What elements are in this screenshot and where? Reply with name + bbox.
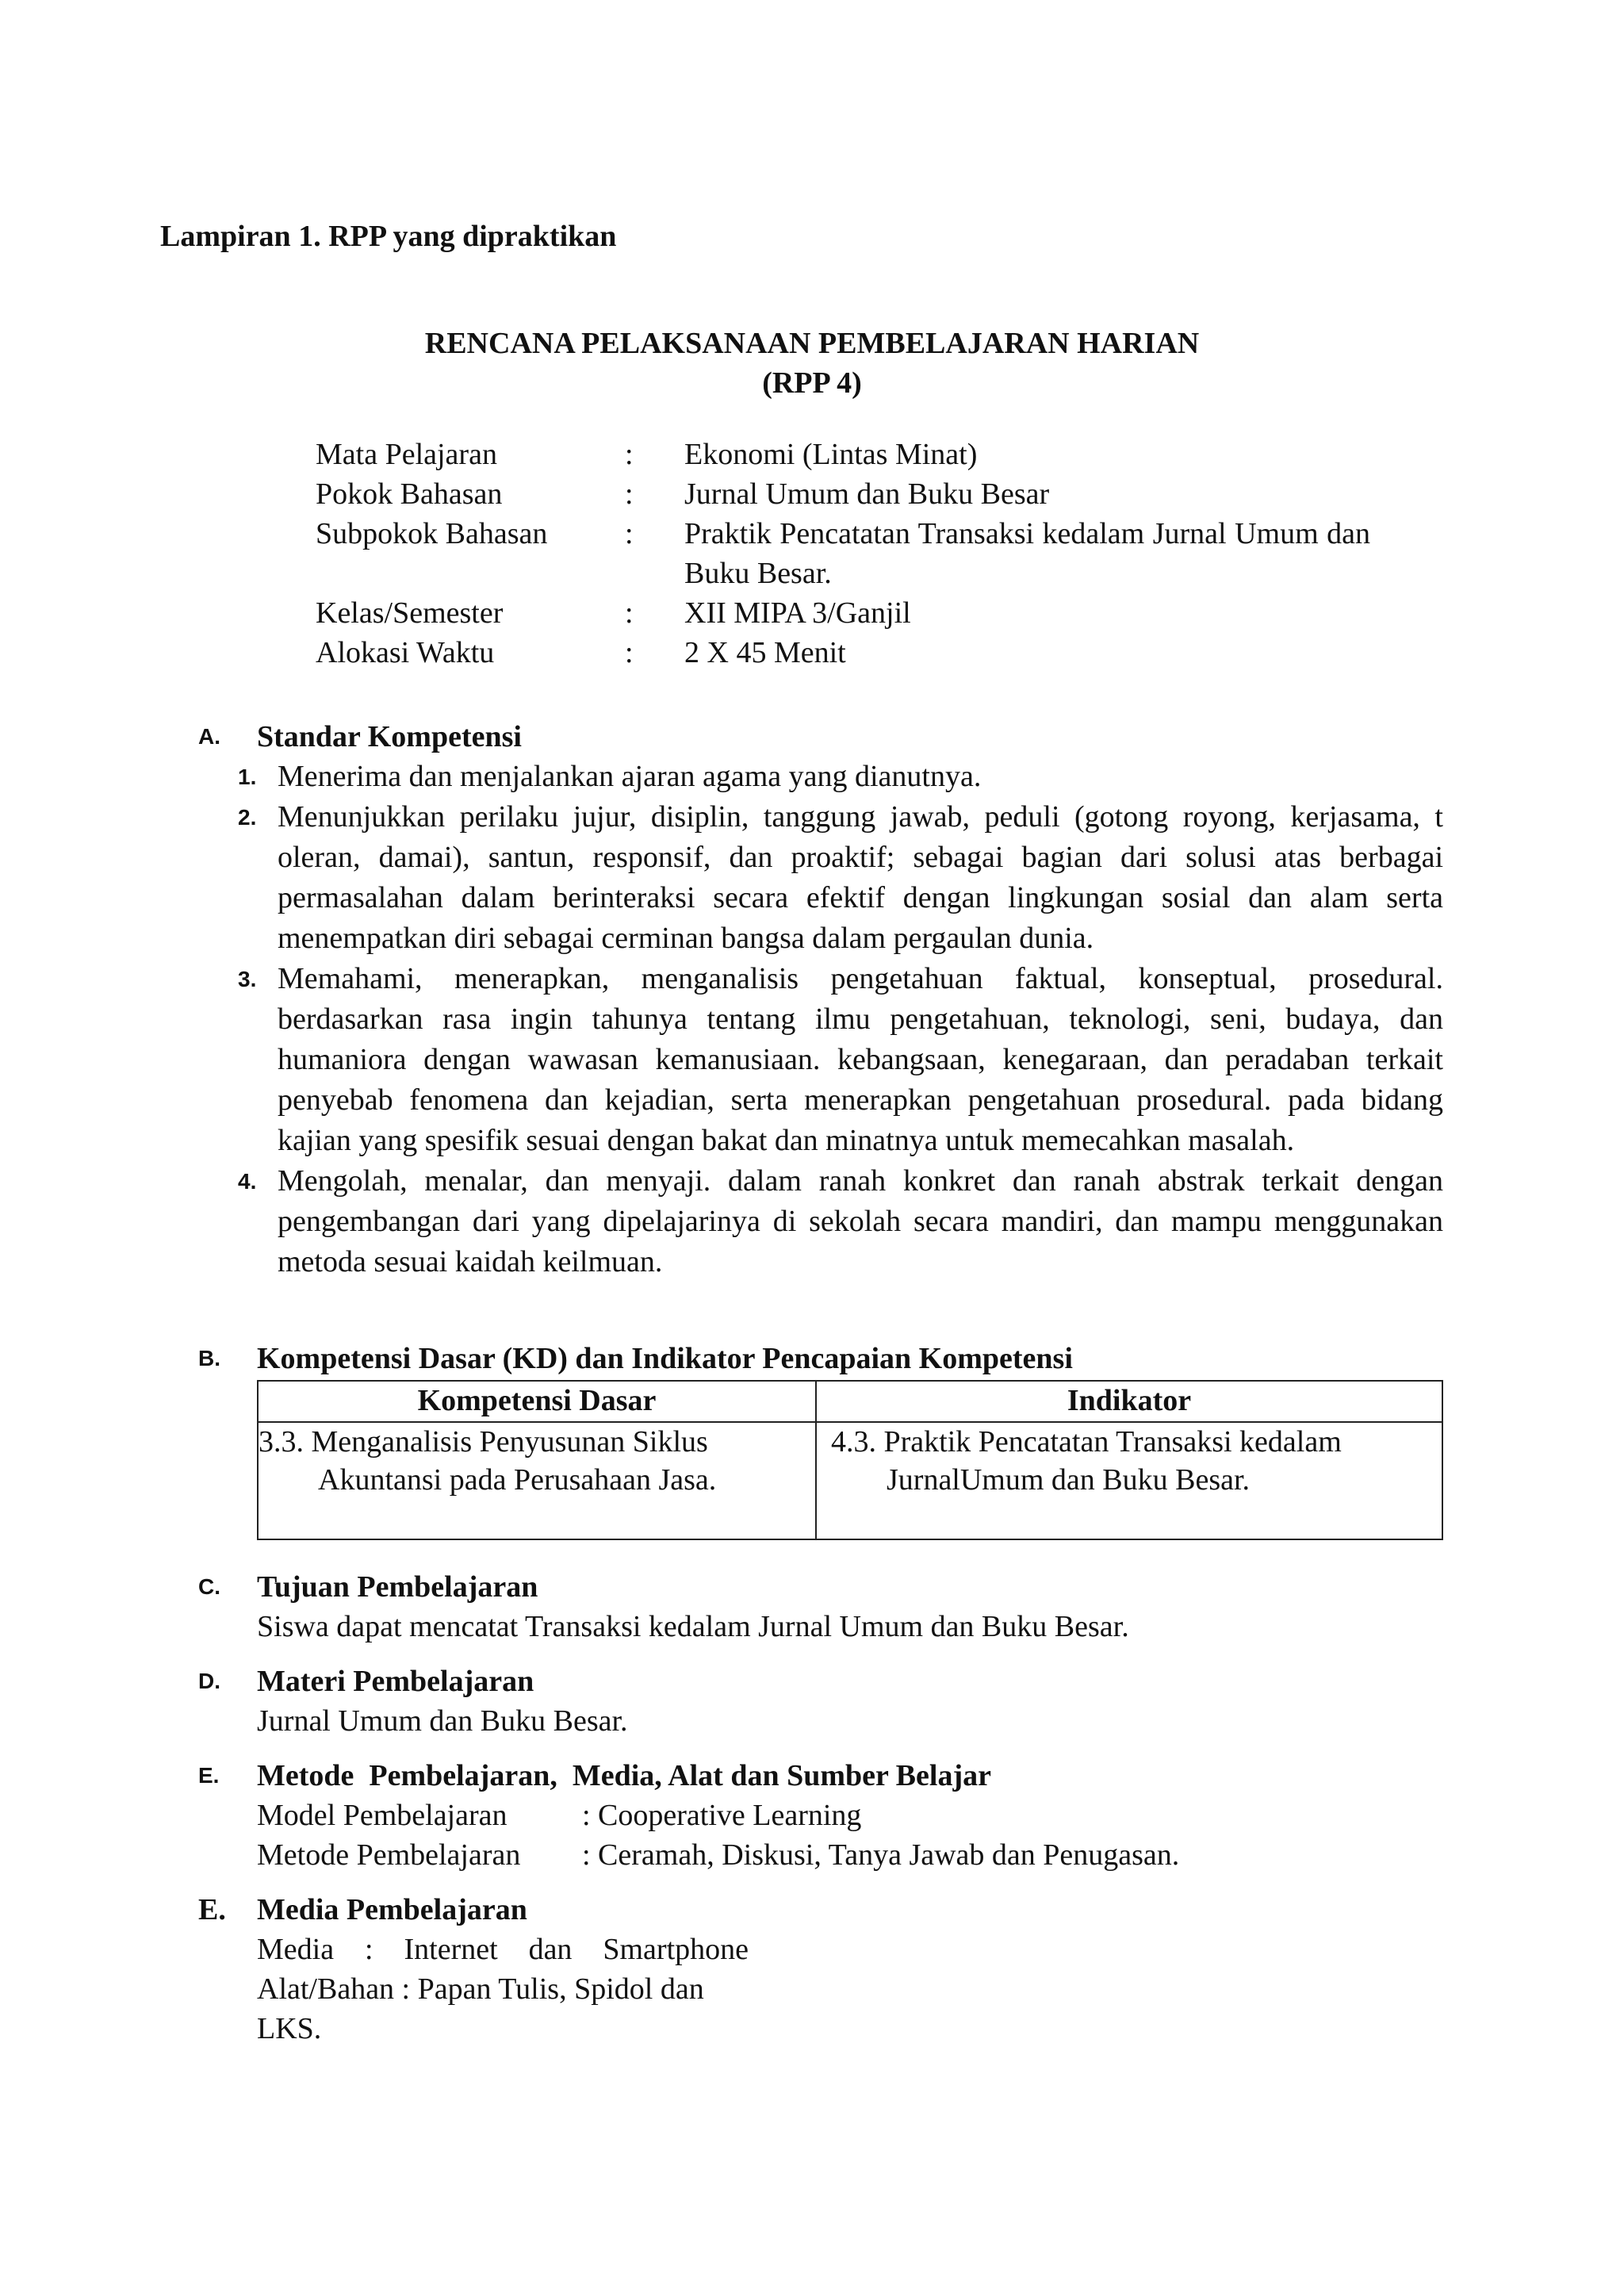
section-letter: B.	[198, 1346, 220, 1370]
info-value: Jurnal Umum dan Buku Besar	[684, 477, 1050, 511]
info-label: Kelas/Semester	[316, 596, 504, 630]
kv-value: : Cooperative Learning	[582, 1799, 862, 1832]
list-number: 4.	[238, 1169, 257, 1194]
info-row-mata-pelajaran	[316, 435, 1370, 474]
kv-label: Metode Pembelajaran	[257, 1838, 521, 1872]
section-standar-kompetensi	[198, 717, 1443, 1282]
model-row	[257, 1796, 1443, 1835]
list-item	[238, 1161, 1443, 1282]
media-word: Internet	[404, 1933, 498, 1966]
list-item	[238, 797, 1443, 959]
info-label: Mata Pelajaran	[316, 438, 497, 471]
list-text: Menunjukkan perilaku jujur, disiplin, tanggung jawab, peduli (gotong royong, kerjasama, t oleran, damai), santun, responsif, dan proaktif; sebagai bagian dari solusi atas berbagai permasalahan dalam berinteraksi secara efektif dengan lingkungan sosial dan alam serta menempatkan diri sebagai cerminan bangsa dalam pergaulan dunia.	[278, 800, 1443, 955]
section-heading	[198, 1339, 1443, 1378]
section-metode-pembelajaran	[198, 1756, 1443, 1875]
section-letter: E.	[198, 1893, 226, 1926]
section-heading	[198, 717, 1443, 757]
section-materi-pembelajaran	[198, 1662, 1443, 1741]
alat-bahan-text: Alat/Bahan : Papan Tulis, Spidol dan	[257, 1972, 704, 2006]
section-body	[198, 757, 1443, 1282]
media-line	[257, 1930, 749, 1969]
info-label: Alokasi Waktu	[316, 636, 495, 669]
section-heading	[198, 1890, 1443, 1930]
section-heading	[198, 1662, 1443, 1701]
kd-text: 3.3. Menganalisis Penyusunan Siklus Akuntansi pada Perusahaan Jasa.	[259, 1425, 717, 1497]
section-media-pembelajaran	[198, 1890, 1443, 2049]
section-body	[198, 1930, 1443, 2049]
section-title: Standar Kompetensi	[257, 720, 522, 753]
indikator-text: 4.3. Praktik Pencatatan Transaksi kedalam JurnalUmum dan Buku Besar.	[831, 1425, 1342, 1497]
section-kompetensi-dasar	[198, 1339, 1443, 1540]
table-cell	[816, 1422, 1442, 1539]
section-letter: C.	[198, 1574, 220, 1599]
lks-text: LKS.	[257, 2012, 322, 2045]
info-value: XII MIPA 3/Ganjil	[684, 596, 911, 630]
section-body	[198, 1796, 1443, 1875]
media-word: dan	[528, 1933, 573, 1966]
section-title: Metode Pembelajaran, Media, Alat dan Sumber Belajar	[257, 1759, 991, 1792]
section-title: Materi Pembelajaran	[257, 1665, 534, 1698]
section-letter: E.	[198, 1763, 220, 1788]
table-header-row	[258, 1381, 1442, 1422]
info-colon: :	[625, 477, 634, 511]
list-number: 1.	[238, 765, 257, 789]
list-number: 3.	[238, 967, 257, 991]
info-value: Praktik Pencatatan Transaksi kedalam Jurnal Umum dan Buku Besar.	[684, 517, 1370, 590]
info-label: Pokok Bahasan	[316, 477, 503, 511]
list-number: 2.	[238, 805, 257, 830]
list-item	[238, 757, 1443, 797]
info-label: Subpokok Bahasan	[316, 517, 548, 550]
info-row-kelas-semester	[316, 593, 1370, 633]
media-word: Smartphone	[603, 1933, 749, 1966]
info-colon: :	[625, 438, 634, 471]
section-letter: A.	[198, 724, 220, 749]
section-heading	[198, 1567, 1443, 1607]
section-text: Siswa dapat mencatat Transaksi kedalam Jurnal Umum dan Buku Besar.	[257, 1610, 1129, 1643]
kd-table	[257, 1380, 1443, 1540]
table-header: Indikator	[816, 1381, 1442, 1422]
info-colon: :	[625, 636, 634, 669]
section-title: Media Pembelajaran	[257, 1893, 527, 1926]
section-title: Kompetensi Dasar (KD) dan Indikator Pencapaian Kompetensi	[257, 1342, 1073, 1375]
section-body	[198, 1380, 1443, 1540]
lampiran-heading: Lampiran 1. RPP yang dipraktikan	[160, 220, 617, 253]
list-text: Mengolah, menalar, dan menyaji. dalam ranah konkret dan ranah abstrak terkait dengan pengembangan dari yang dipelajarinya di sekolah secara mandiri, dan mampu menggunakan metoda sesuai kaidah keilmuan.	[278, 1164, 1443, 1278]
info-row-alokasi-waktu	[316, 633, 1370, 673]
document-title-line2: (RPP 4)	[762, 366, 862, 400]
section-title: Tujuan Pembelajaran	[257, 1570, 538, 1604]
info-colon: :	[625, 517, 634, 550]
info-value: 2 X 45 Menit	[684, 636, 846, 669]
kv-label: Model Pembelajaran	[257, 1799, 508, 1832]
info-row-pokok-bahasan	[316, 474, 1370, 514]
section-text: Jurnal Umum dan Buku Besar.	[257, 1704, 628, 1738]
document-title-line1: RENCANA PELAKSANAAN PEMBELAJARAN HARIAN	[424, 327, 1200, 360]
media-word: Media	[257, 1933, 335, 1966]
document-title	[0, 324, 1624, 403]
list-item	[238, 959, 1443, 1161]
section-heading	[198, 1756, 1443, 1796]
section-letter: D.	[198, 1669, 220, 1693]
info-block	[316, 435, 1370, 673]
table-header: Kompetensi Dasar	[258, 1381, 816, 1422]
info-row-subpokok-bahasan	[316, 514, 1370, 593]
section-tujuan-pembelajaran	[198, 1567, 1443, 1646]
kv-value: : Ceramah, Diskusi, Tanya Jawab dan Penugasan.	[582, 1838, 1180, 1872]
table-row	[258, 1422, 1442, 1539]
info-colon: :	[625, 596, 634, 630]
media-word: :	[365, 1933, 373, 1966]
info-value: Ekonomi (Lintas Minat)	[684, 438, 978, 471]
competency-list	[238, 757, 1443, 1282]
list-text: Memahami, menerapkan, menganalisis pengetahuan faktual, konseptual, prosedural. berdasarkan rasa ingin tahunya tentang ilmu pengetahuan, teknologi, seni, budaya, dan humaniora dengan wawasan kemanusiaan. kebangsaan, kenegaraan, dan peradaban terkait penyebab fenomena dan kejadian, serta menerapkan pengetahuan prosedural. pada bidang kajian yang spesifik sesuai dengan bakat dan minatnya untuk memecahkan masalah.	[278, 962, 1443, 1157]
table-cell	[258, 1422, 816, 1539]
metode-row	[257, 1835, 1443, 1875]
list-text: Menerima dan menjalankan ajaran agama yang dianutnya.	[278, 760, 982, 793]
